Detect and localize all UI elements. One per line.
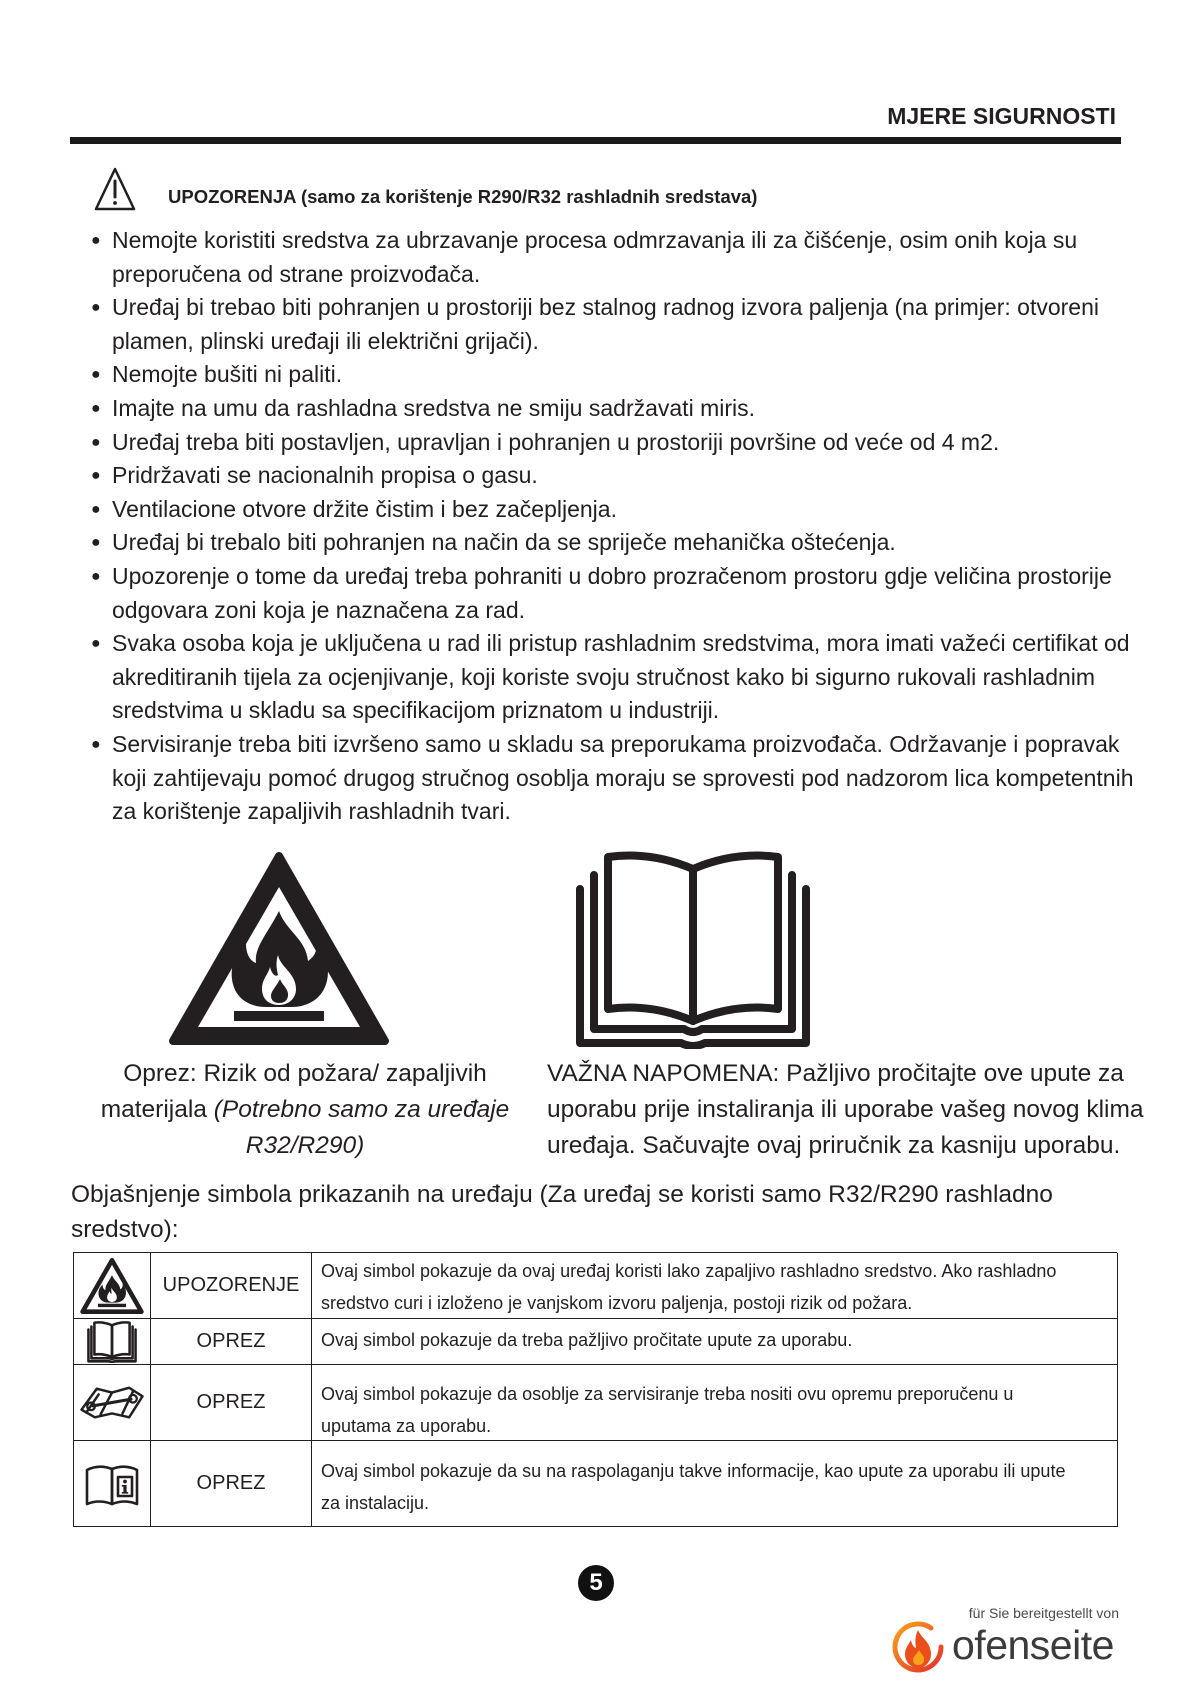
symbols-explanation [71,1177,1053,1247]
warning-text-line: Upozorenje o tome da uređaj treba pohraniti u dobro prozračenom prostoru gdje veličina prostorije [112,562,1112,589]
footer-brand-name: ofenseite [952,1622,1114,1668]
warning-text-line: za korištenje zapaljivih rashladnih tvari. [112,798,511,825]
explanation-line: Objašnjenje simbola prikazanih na uređaju (Za uređaj se koristi samo R32/R290 rashladno [71,1181,1053,1208]
warning-text-line: Svaka osoba koja je uključena u rad ili pristup rashladnim sredstvima, mora imati važeći certifikat od [112,630,1130,657]
read-manual-icon [87,1321,137,1363]
caption-line: Oprez: Rizik od požara/ zapaljivih [123,1060,487,1087]
symbol-icon-cell [74,1319,151,1365]
warning-list [91,224,1171,829]
warning-item [91,392,1171,426]
symbol-label: UPOZORENJE [151,1253,312,1319]
warning-text-line: Uređaj treba biti postavljen, upravljan i pohranjen u prostoriji površine od veće od 4 m2. [112,428,1000,455]
bullet: ● [91,433,101,451]
description-line: sredstvo curi i izloženo je vanjskom izvoru paljenja, postoji rizik od požara. [321,1293,913,1313]
warning-text-line: sredstvima u skladu sa specifikacijom priznatom u industriji. [112,697,720,724]
flame-logo-icon [891,1620,945,1674]
warning-text-line: Nemojte bušiti ni paliti. [112,361,343,388]
warning-text-line: Uređaj bi trebalo biti pohranjen na način da se spriječe mehanička oštećenja. [112,529,896,556]
warning-text-line: Nemojte koristiti sredstva za ubrzavanje procesa odmrzavanja ili za čišćenje, osim onih koja su [112,227,1078,253]
warning-text-line: odgovara zoni koja je naznačena za rad. [112,596,526,623]
bullet: ● [91,366,101,384]
description-line: Ovaj simbol pokazuje da treba pažljivo pročitate upute za uporabu. [321,1330,853,1350]
read-manual-icon [576,851,810,1049]
footer-tagline: für Sie bereitgestellt von [968,1605,1119,1621]
symbol-description [312,1319,1118,1365]
explanation-line: sredstvo): [71,1216,179,1243]
caption-line [98,1092,512,1128]
warning-item [91,493,1171,527]
symbol-table [73,1252,1117,1527]
warning-text-line: akreditiranih tijela za ocjenjivanje, koji koriste svoju stručnost kako bi sigurno rukovali rashladnim [112,663,1096,690]
warning-item [91,459,1171,493]
caption-text: materijala [100,1096,207,1123]
symbol-label: OPREZ [151,1365,312,1441]
warning-item [91,426,1171,460]
description-line: Ovaj simbol pokazuje da su na raspolaganju takve informacije, kao upute za uporabu ili upute [321,1461,1066,1481]
caption-note: R32/R290) [245,1132,365,1159]
service-manual-icon [77,1383,147,1423]
bullet: ● [91,232,101,249]
warning-text-line: preporučena od strane proizvođača. [112,260,481,287]
warning-triangle-icon [94,166,136,212]
bullet: ● [91,500,101,518]
bullet: ● [91,399,101,417]
bullet: ● [91,467,101,485]
bullet: ● [91,735,101,753]
warning-text-line: Pridržavati se nacionalnih propisa o gasu. [112,462,538,489]
warning-item [91,627,1171,728]
description-line: za instalaciju. [321,1493,430,1513]
warning-item [91,224,1171,291]
symbol-description [312,1253,1118,1319]
warning-item [91,291,1171,358]
bullet: ● [91,299,101,317]
flammable-warning-icon [80,1258,144,1314]
manual-caption [547,1056,1144,1164]
caption-line: uređaja. Sačuvajte ovaj priručnik za kasniju uporabu. [547,1132,1121,1159]
description-line: Ovaj simbol pokazuje da osoblje za servisiranje treba nositi ovu opremu preporučenu u [321,1384,1014,1404]
symbol-description [312,1441,1118,1527]
header-rule [70,137,1121,144]
caption-line: VAŽNA NAPOMENA: Pažljivo pročitajte ove upute za [547,1060,1124,1087]
warning-text-line: Imajte na umu da rashladna sredstva ne smiju sadržavati miris. [112,394,756,421]
warning-text-line: Ventilacione otvore držite čistim i bez začepljenja. [112,495,617,522]
symbol-description [312,1365,1118,1441]
warning-item [91,358,1171,392]
warning-text-line: koji zahtijevaju pomoć drugog stručnog osoblja moraju se sprovesti pod nadzorom lica kompetentnih [112,764,1134,791]
bullet: ● [91,635,101,653]
flammable-warning-icon [168,851,390,1047]
description-line: Ovaj simbol pokazuje da ovaj uređaj koristi lako zapaljivo rashladno sredstvo. Ako rashladno [321,1261,1057,1281]
flammable-caption [98,1056,512,1164]
warning-item [91,560,1171,627]
warning-text-line: Uređaj bi trebao biti pohranjen u prostoriji bez stalnog radnog izvora paljenja (na primjer: otvoreni [112,294,1099,321]
caption-line: uporabu prije instaliranja ili uporabe vašeg novog klima [547,1096,1144,1123]
bullet: ● [91,567,101,585]
symbol-icon-cell [74,1365,151,1441]
symbol-icon-cell [74,1253,151,1319]
warnings-heading: UPOZORENJA (samo za korištenje R290/R32 rashladnih sredstava) [168,186,758,207]
page-number: 5 [578,1565,614,1601]
description-line: uputama za uporabu. [321,1416,492,1436]
symbol-label: OPREZ [151,1319,312,1365]
warning-item [91,526,1171,560]
bullet: ● [91,534,101,552]
caption-note: (Potrebno samo za uređaje [213,1096,510,1123]
symbol-icon-cell [74,1441,151,1527]
page-section-title: MJERE SIGURNOSTI [887,103,1116,129]
symbol-label: OPREZ [151,1441,312,1527]
info-manual-icon [83,1460,141,1508]
warning-text-line: plamen, plinski uređaji ili električni grijači). [112,327,539,354]
warning-text-line: Servisiranje treba biti izvršeno samo u skladu sa preporukama proizvođača. Održavanje i popravak [112,730,1120,757]
warning-item [91,728,1171,829]
